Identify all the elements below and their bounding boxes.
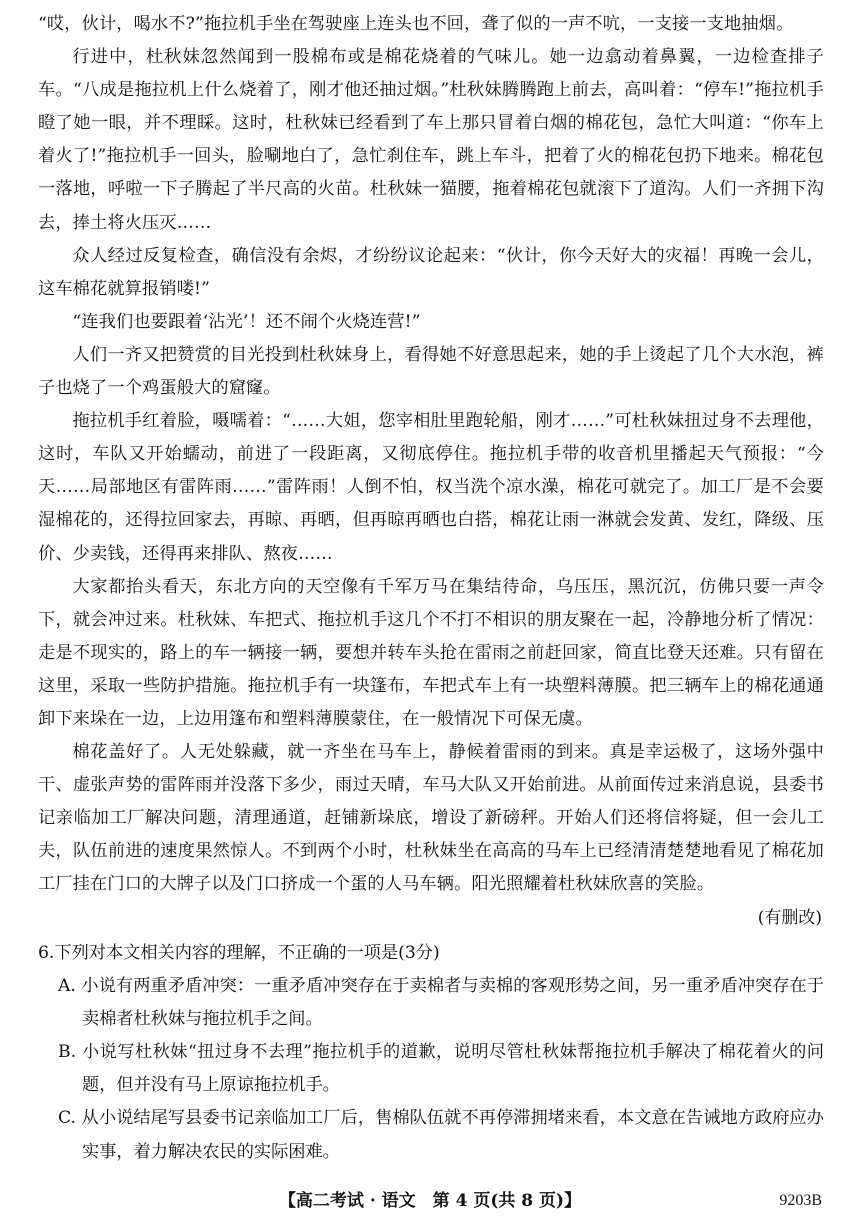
passage-paragraph: 拖拉机手红着脸，嗫嚅着：“……大姐，您宰相肚里跑轮船，刚才……”可杜秋妹扭过身不去理他，这时，车队又开始蠕动，前进了一段距离，又彻底停住。拖拉机手带的收音机里播起天气预报：“今天……局部地区有雷阵雨……”雷阵雨！人倒不怕，权当洗个凉水澡，棉花可就完了。加工厂是不会要湿棉花的，还得拉回家去，再晾、再晒，但再晾再晒也白搭，棉花让雨一淋就会发黄、发红，降级、压价、少卖钱，还得再来排队、熬夜…… (38, 411, 824, 564)
question-stem: 6.下列对本文相关内容的理解，不正确的一项是(3分) (38, 942, 440, 963)
passage-paragraph: 人们一齐又把赞赏的目光投到杜秋妹身上，看得她不好意思起来，她的手上烫起了几个大水泡，裤子也烧了一个鸡蛋般大的窟窿。 (38, 344, 824, 399)
reading-passage (38, 8, 824, 935)
passage-paragraph: 众人经过反复检查，确信没有余烬，才纷纷议论起来：“伙计，你今天好大的灾福！再晚一会儿，这车棉花就算报销喽!” (38, 245, 824, 299)
option-b: B. 小说写杜秋妹“扭过身不去理”拖拉机手的道歉，说明尽管杜秋妹帮拖拉机手解决了棉花着火的问题，但并没有马上原谅拖拉机手。 (58, 1041, 824, 1096)
option-c: C. 从小说结尾写县委书记亲临加工厂后，售棉队伍就不再停滞拥堵来看，本文意在告诫地方政府应办实事，着力解决农民的实际困难。 (58, 1108, 824, 1162)
option-a: A. 小说有两重矛盾冲突：一重矛盾冲突存在于卖棉者与卖棉的客观形势之间，另一重矛盾冲突存在于卖棉者杜秋妹与拖拉机手之间。 (58, 975, 824, 1029)
passage-paragraph: 棉花盖好了。人无处躲藏，就一齐坐在马车上，静候着雷雨的到来。真是幸运极了，这场外强中干、虚张声势的雷阵雨并没落下多少，雨过天晴，车马大队又开始前进。从前面传过来消息说，县委书记亲临加工厂解决问题，清理通道，赶铺新垛底，增设了新磅秤。开始人们还将信将疑，但一会儿工夫，队伍前进的速度果然惊人。不到两个小时，杜秋妹坐在高高的马车上已经清清楚楚地看见了棉花加工厂挂在门口的大牌子以及门口挤成一个蛋的人马车辆。阳光照耀着杜秋妹欣喜的笑脸。 (38, 742, 824, 895)
footer-exam-info: 【高二考试 · 语文 第 4 页(共 8 页)】 (278, 1191, 582, 1211)
question-6 (38, 937, 824, 1169)
passage-paragraph: 大家都抬头看天，东北方向的天空像有千军万马在集结待命，乌压压，黑沉沉，仿佛只要一声令下，就会冲过来。杜秋妹、车把式、拖拉机手这几个不打不相识的朋友聚在一起，冷静地分析了情况：走是不现实的，路上的车一辆接一辆，要想并转车头抢在雷雨之前赶回家，简直比登天还难。只有留在这里，采取一些防护措施。拖拉机手有一块篷布，车把式车上有一块塑料薄膜。把三辆车上的棉花通通卸下来垛在一边，上边用篷布和塑料薄膜蒙住，在一般情况下可保无虞。 (38, 576, 824, 729)
passage-paragraph: “哎，伙计，喝水不?”拖拉机手坐在驾驶座上连头也不回，聋了似的一声不吭，一支接一支地抽烟。 (38, 14, 794, 34)
passage-paragraph: 行进中，杜秋妹忽然闻到一股棉布或是棉花烧着的气味儿。她一边翕动着鼻翼，一边检查排子车。“八成是拖拉机上什么烧着了，刚才他还抽过烟。”杜秋妹腾腾跑上前去，高叫着：“停车!”拖拉机手瞪了她一眼，并不理睬。这时，杜秋妹已经看到了车上那只冒着白烟的棉花包，急忙大叫道：“你车上着火了!”拖拉机手一回头，脸唰地白了，急忙刹住车，跳上车斗，把着了火的棉花包扔下地来。棉花包一落地，呼啦一下子腾起了半尺高的火苗。杜秋妹一猫腰，拖着棉花包就滚下了道沟。人们一齐拥下沟去，捧土将火压灭…… (38, 47, 824, 233)
source-note: (有删改) (757, 907, 822, 928)
page-footer (0, 1186, 860, 1216)
footer-paper-code: 9203B (779, 1192, 822, 1209)
passage-paragraph: “连我们也要跟着‘沾光’！还不闹个火烧连营!” (72, 311, 421, 332)
